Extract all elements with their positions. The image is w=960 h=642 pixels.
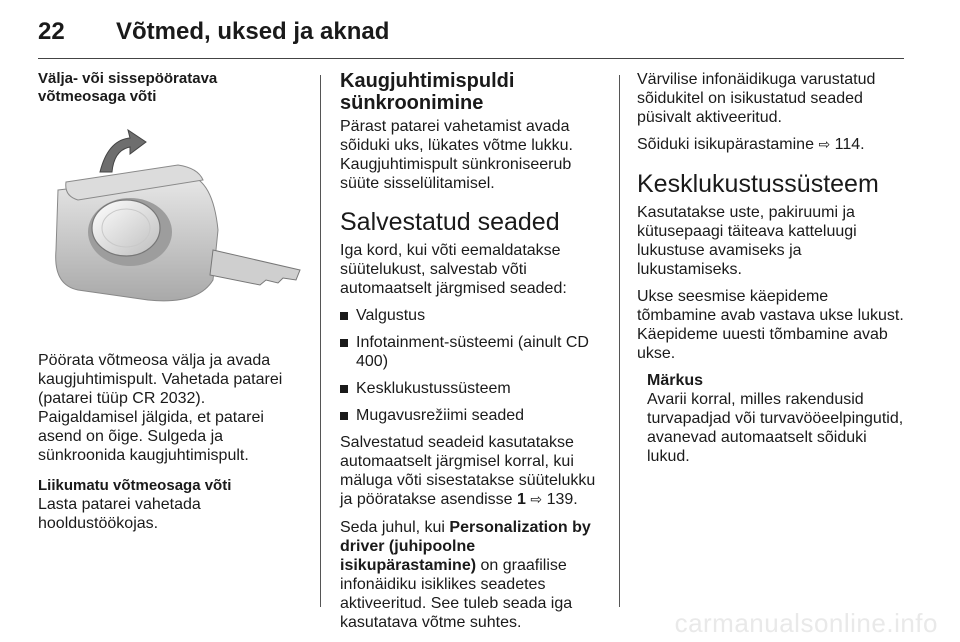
list-item: Valgustus <box>340 306 602 325</box>
page-title: Võtmed, uksed ja aknad <box>116 18 390 45</box>
paragraph-saved-usage: Salvestatud seadeid kasutatakse automaatselt järgmisel korral, kui mäluga võti sisestatakse süütelukku ja pööratakse asendisse 1 ⇨ 139. <box>340 434 596 508</box>
paragraph-workshop: Lasta patarei vahetada hooldustöökojas. <box>38 496 201 532</box>
page-ref-arrow-icon: ⇨ <box>818 137 831 153</box>
saved-settings-list <box>340 306 602 425</box>
watermark-text: carmanualsonline.info <box>674 608 938 638</box>
paragraph-door-handle: Ukse seesmise käepideme tõmbamine avab vastava ukse lukust. Käepideme uuesti tõmbamine avab ukse. <box>637 288 904 362</box>
column-divider-1 <box>320 75 321 607</box>
paragraph-remote-sync: Pärast patarei vahetamist avada sõiduki uks, lükates võtme lukku. Kaugjuhtimispult sünkroniseerub süüte sisselülitamisel. <box>340 118 573 192</box>
page-ref-arrow-icon: ⇨ <box>530 492 543 508</box>
paragraph-vehicle-personalization: Sõiduki isikupärastamine ⇨ 114. <box>637 136 865 153</box>
list-item: Mugavusrežiimi seaded <box>340 406 602 425</box>
bullet-square-icon <box>340 339 348 347</box>
list-item: Infotainment-süsteemi (ainult CD 400) <box>340 333 602 371</box>
key-battery-illustration <box>38 120 308 330</box>
page-header <box>38 14 918 54</box>
header-rule <box>38 58 904 59</box>
bullet-square-icon <box>340 312 348 320</box>
subheading-fixed-key: Liikumatu võtmeosaga võti <box>38 477 232 494</box>
note-box <box>637 371 909 466</box>
paragraph-color-display: Värvilise infonäidikuga varustatud sõidukitel on isikustatud seaded püsivalt aktiveeritud. <box>637 71 876 126</box>
heading-saved-settings: Salvestatud seaded <box>340 208 560 236</box>
paragraph-saved-settings: Iga kord, kui võti eemaldatakse süütelukust, salvestab võti automaatselt järgmised seaded: <box>340 242 567 297</box>
page-number: 22 <box>38 18 65 45</box>
paragraph-personalization: Seda juhul, kui Personalization by driver (juhipoolne isikupärastamine) on graafilise infonäidiku isiklikes seadetes aktiveeritud. See tuleb seada iga kasutatava võtme suhtes. <box>340 519 591 631</box>
paragraph-replace-battery: Pöörata võtmeosa välja ja avada kaugjuhtimispult. Vahetada patarei (patarei tüüp CR 2032). Paigaldamisel jälgida, et patarei asend on õige. Sulgeda ja sünkroonida kaugjuhtimispult. <box>38 352 283 464</box>
note-text: Avarii korral, milles rakendusid turvapadjad või turvavööeelpingutid, avanevad automaatselt sõiduki lukud. <box>647 391 904 465</box>
bullet-square-icon <box>340 412 348 420</box>
column-1 <box>38 70 306 541</box>
watermark <box>0 600 960 642</box>
heading-remote-sync: Kaugjuhtimispuldi sünkroonimine <box>340 70 515 114</box>
list-item: Kesklukustussüsteem <box>340 379 602 398</box>
note-title: Märkus <box>647 372 704 389</box>
column-2 <box>340 70 602 640</box>
paragraph-central-locking: Kasutatakse uste, pakiruumi ja kütusepaagi täiteava katteluugi lukustuse avamiseks ja lukustamiseks. <box>637 204 857 278</box>
subheading-flip-key: Välja- või sissepööratava võtmeosaga võti <box>38 70 218 105</box>
column-3 <box>637 70 909 466</box>
heading-central-locking: Kesklukustussüsteem <box>637 170 879 198</box>
column-divider-2 <box>619 75 620 607</box>
bullet-square-icon <box>340 385 348 393</box>
